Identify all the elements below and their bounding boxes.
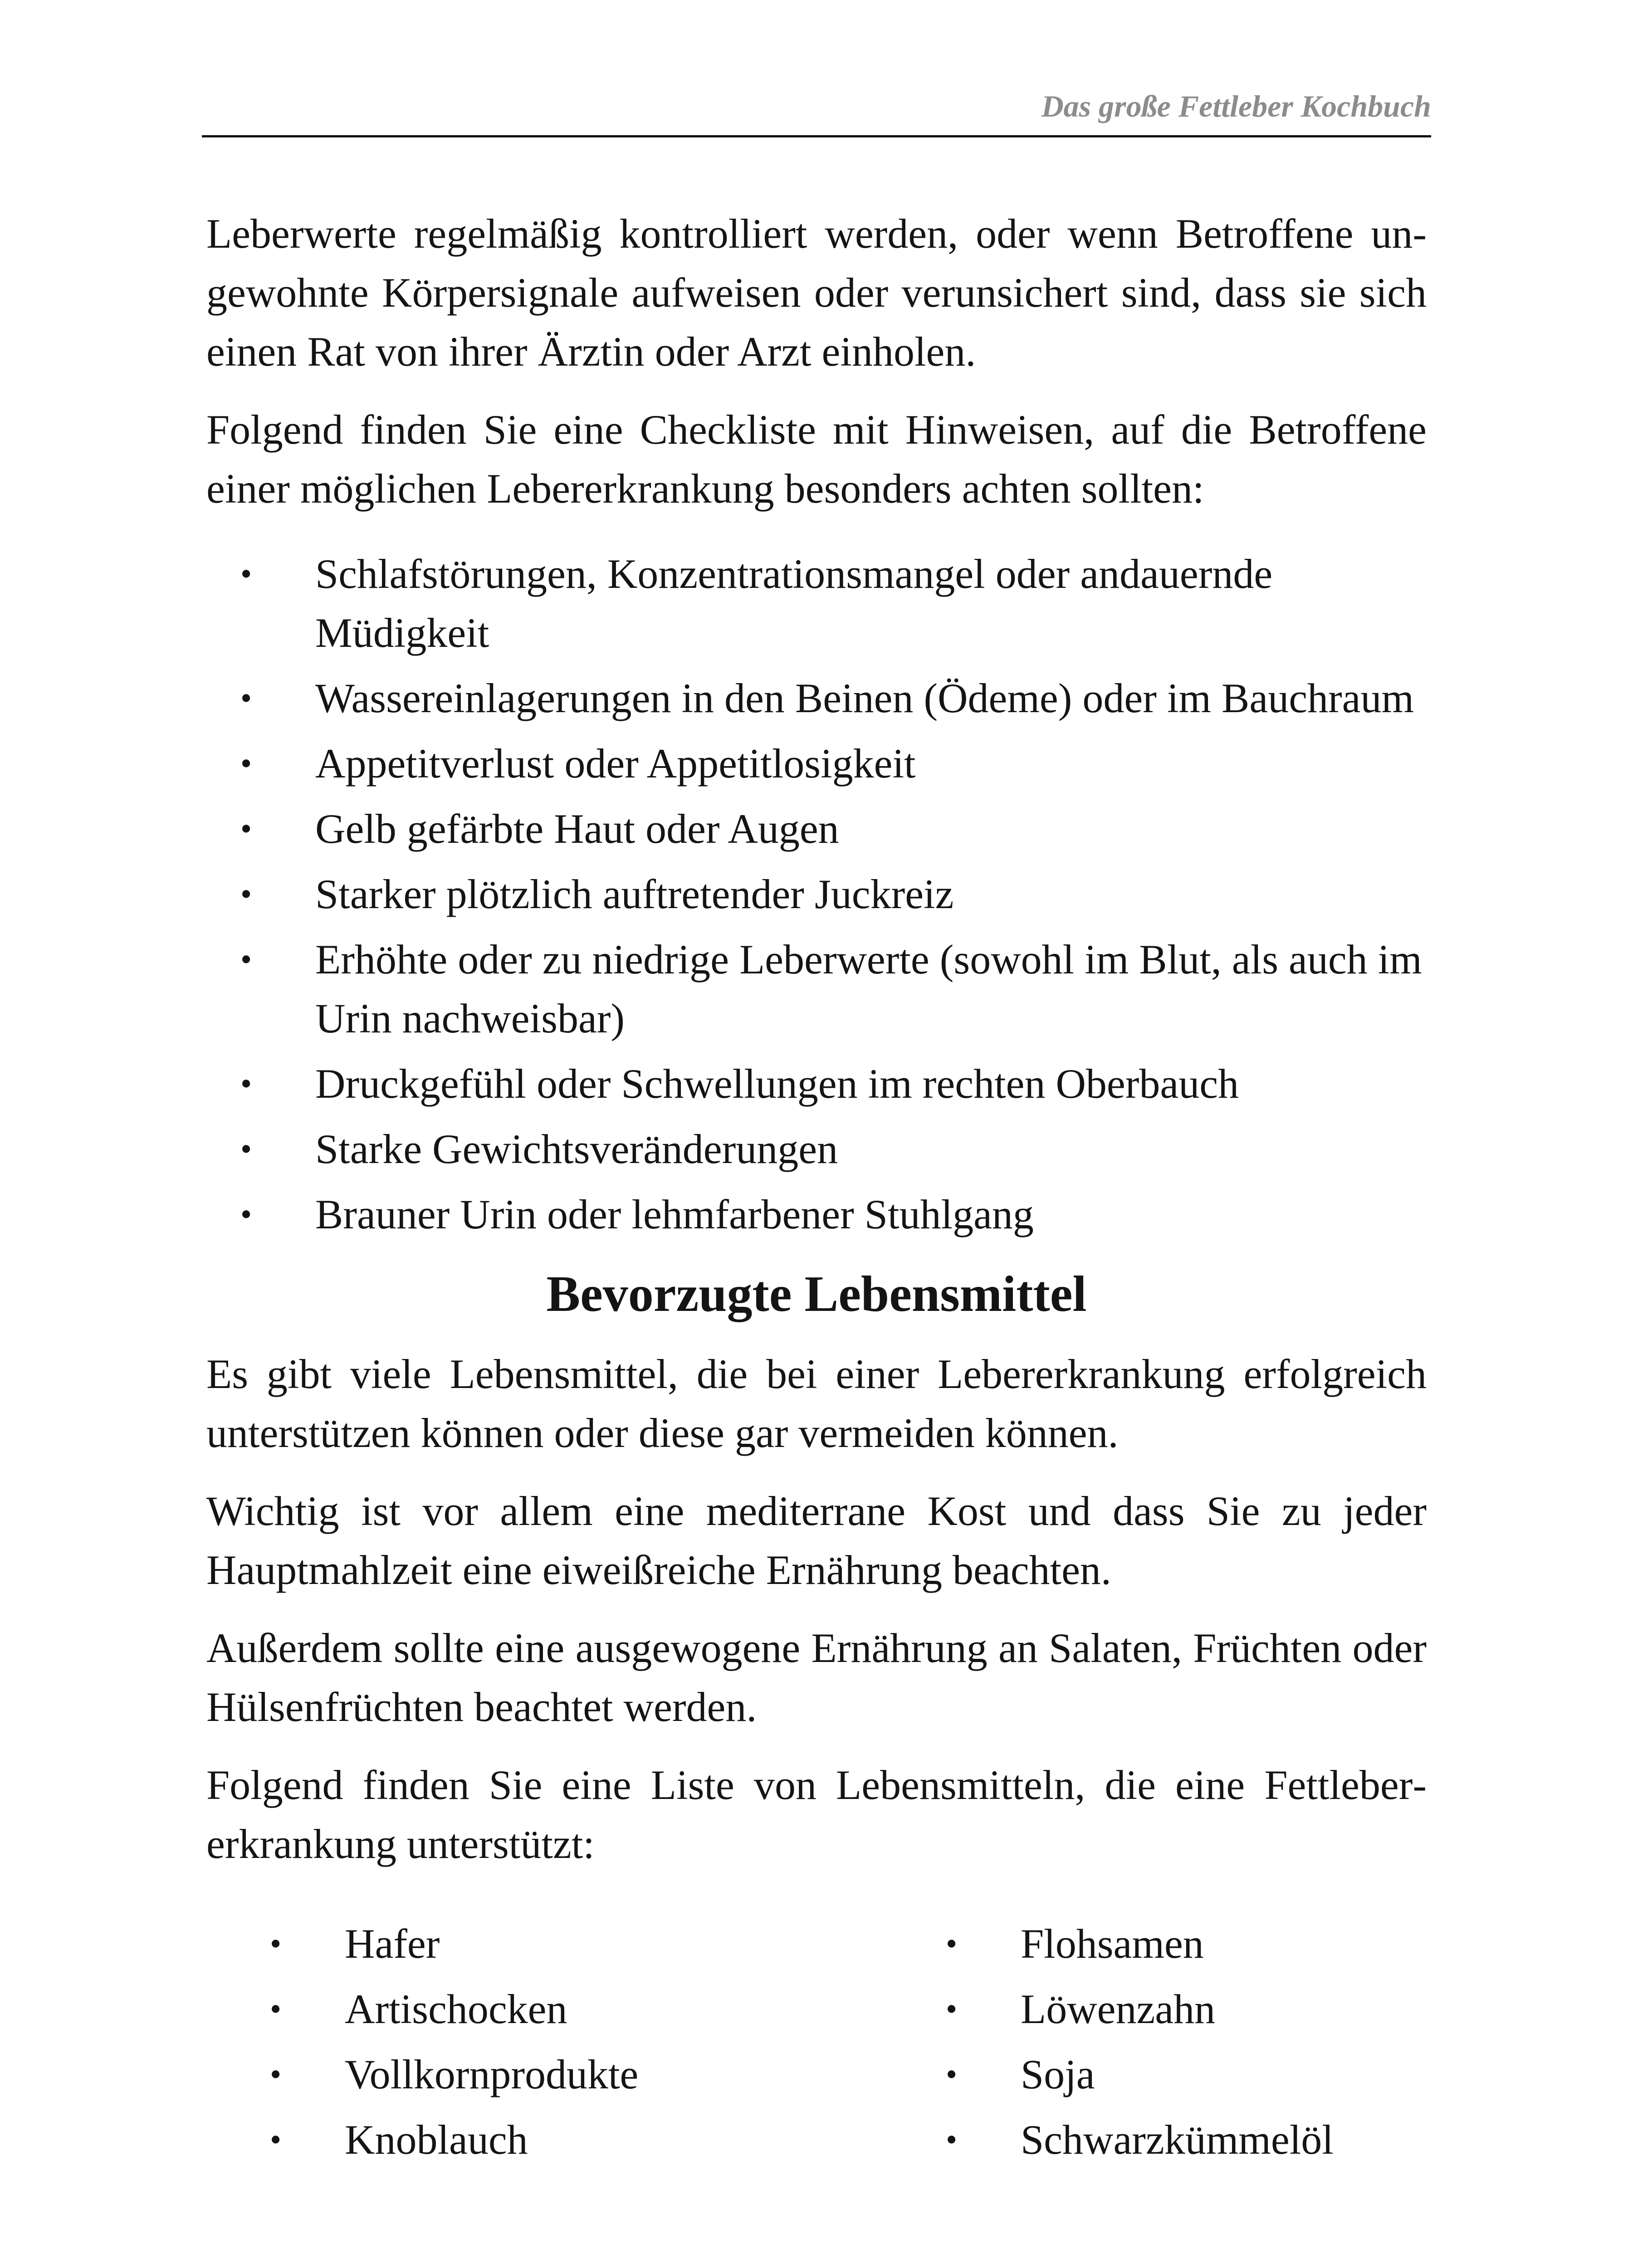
- food-item: [206, 2045, 638, 2104]
- bullet-icon: •: [240, 680, 252, 716]
- food-item-text: Löwenzahn: [1021, 1986, 1216, 2032]
- bullet-icon: •: [946, 2056, 958, 2092]
- food-item: [882, 2110, 1334, 2169]
- checklist-item: [206, 734, 1427, 793]
- checklist-item: [206, 544, 1427, 662]
- symptom-checklist: [206, 544, 1427, 1244]
- checklist-item-text: Wassereinlagerungen in den Beinen (Ödeme) oder im Bauchraum: [315, 675, 1414, 721]
- food-item-text: Flohsamen: [1021, 1921, 1204, 1967]
- checklist-item: [206, 1185, 1427, 1244]
- checklist-item-text: Schlafstörungen, Konzentrationsmangel oder andauernde Müdigkeit: [315, 551, 1273, 656]
- bullet-icon: •: [240, 1131, 252, 1167]
- bullet-icon: •: [270, 1991, 282, 2027]
- checklist-item-text: Druckgefühl oder Schwellungen im rechten Oberbauch: [315, 1061, 1239, 1107]
- bullet-icon: •: [240, 1066, 252, 1102]
- bullet-icon: •: [240, 941, 252, 978]
- checklist-item: [206, 799, 1427, 858]
- food-item: [882, 2045, 1334, 2104]
- checklist-item: [206, 669, 1427, 728]
- bullet-icon: •: [270, 2121, 282, 2158]
- food-item-text: Soja: [1021, 2051, 1095, 2097]
- bullet-icon: •: [946, 2121, 958, 2158]
- checklist-item-text: Starke Gewichtsveränderungen: [315, 1126, 838, 1172]
- checklist-item: [206, 930, 1427, 1048]
- bullet-icon: •: [240, 1196, 252, 1232]
- bullet-icon: •: [946, 1926, 958, 1962]
- food-item-text: Artischocken: [345, 1986, 567, 2032]
- food-item: [206, 2110, 638, 2169]
- section-paragraph-1: Es gibt viele Lebensmittel, die bei einer Lebererkrankung erfolgreich unterstützen können oder diese gar vermeiden können.: [206, 1351, 1427, 1456]
- running-header: Das große Fettleber Kochbuch: [1041, 89, 1431, 123]
- checklist-item-text: Brauner Urin oder lehmfarbener Stuhlgang: [315, 1191, 1034, 1237]
- food-item-text: Schwarzkümmelöl: [1021, 2116, 1334, 2163]
- section-paragraph-4: Folgend finden Sie eine Liste von Lebensmitteln, die eine Fettlebererkrankung unterstützt:: [206, 1762, 1427, 1867]
- bullet-icon: •: [240, 556, 252, 592]
- food-list-left-column: [206, 1914, 638, 2175]
- checklist-item-text: Erhöhte oder zu niedrige Leberwerte (sowohl im Blut, als auch im Urin nachweisbar): [315, 936, 1422, 1041]
- bullet-icon: •: [270, 1926, 282, 1962]
- checklist-intro-paragraph: Folgend finden Sie eine Checkliste mit Hinweisen, auf die Betroffene einer möglichen Lebererkrankung besonders achten sollten:: [206, 406, 1427, 512]
- section-paragraph-3: Außerdem sollte eine ausgewogene Ernährung an Salaten, Früchten oder Hülsenfrüchten beachtet werden.: [206, 1625, 1427, 1730]
- food-item: [206, 1914, 638, 1973]
- food-item-text: Hafer: [345, 1921, 440, 1967]
- food-item: [882, 1980, 1334, 2038]
- section-heading: Bevorzugte Lebensmittel: [546, 1266, 1087, 1322]
- food-item: [206, 1980, 638, 2038]
- food-list-right-column: [882, 1914, 1334, 2175]
- bullet-icon: •: [946, 1991, 958, 2027]
- food-item: [882, 1914, 1334, 1973]
- header-rule: [202, 135, 1431, 137]
- checklist-item-text: Appetitverlust oder Appetitlosigkeit: [315, 740, 916, 787]
- section-paragraph-2: Wichtig ist vor allem eine mediterrane Kost und dass Sie zu jeder Hauptmahlzeit eine eiweißreiche Ernährung beachten.: [206, 1488, 1427, 1593]
- bullet-icon: •: [270, 2056, 282, 2092]
- food-list: [206, 1914, 1427, 2186]
- food-item-text: Vollkornprodukte: [345, 2051, 639, 2097]
- intro-paragraph: Leberwerte regelmäßig kontrolliert werden, oder wenn Betroffene ungewohnte Körpersignale aufweisen oder verunsichert sind, dass sie sich einen Rat von ihrer Ärztin oder Arzt einholen.: [206, 210, 1427, 375]
- bullet-icon: •: [240, 811, 252, 847]
- food-item-text: Knoblauch: [345, 2116, 528, 2163]
- checklist-item: [206, 1054, 1427, 1113]
- checklist-item-text: Gelb gefärbte Haut oder Augen: [315, 806, 839, 852]
- body-text: [206, 204, 1427, 2186]
- bullet-icon: •: [240, 745, 252, 782]
- checklist-item-text: Starker plötzlich auftretender Juckreiz: [315, 871, 954, 917]
- checklist-item: [206, 865, 1427, 924]
- bullet-icon: •: [240, 876, 252, 912]
- checklist-item: [206, 1119, 1427, 1178]
